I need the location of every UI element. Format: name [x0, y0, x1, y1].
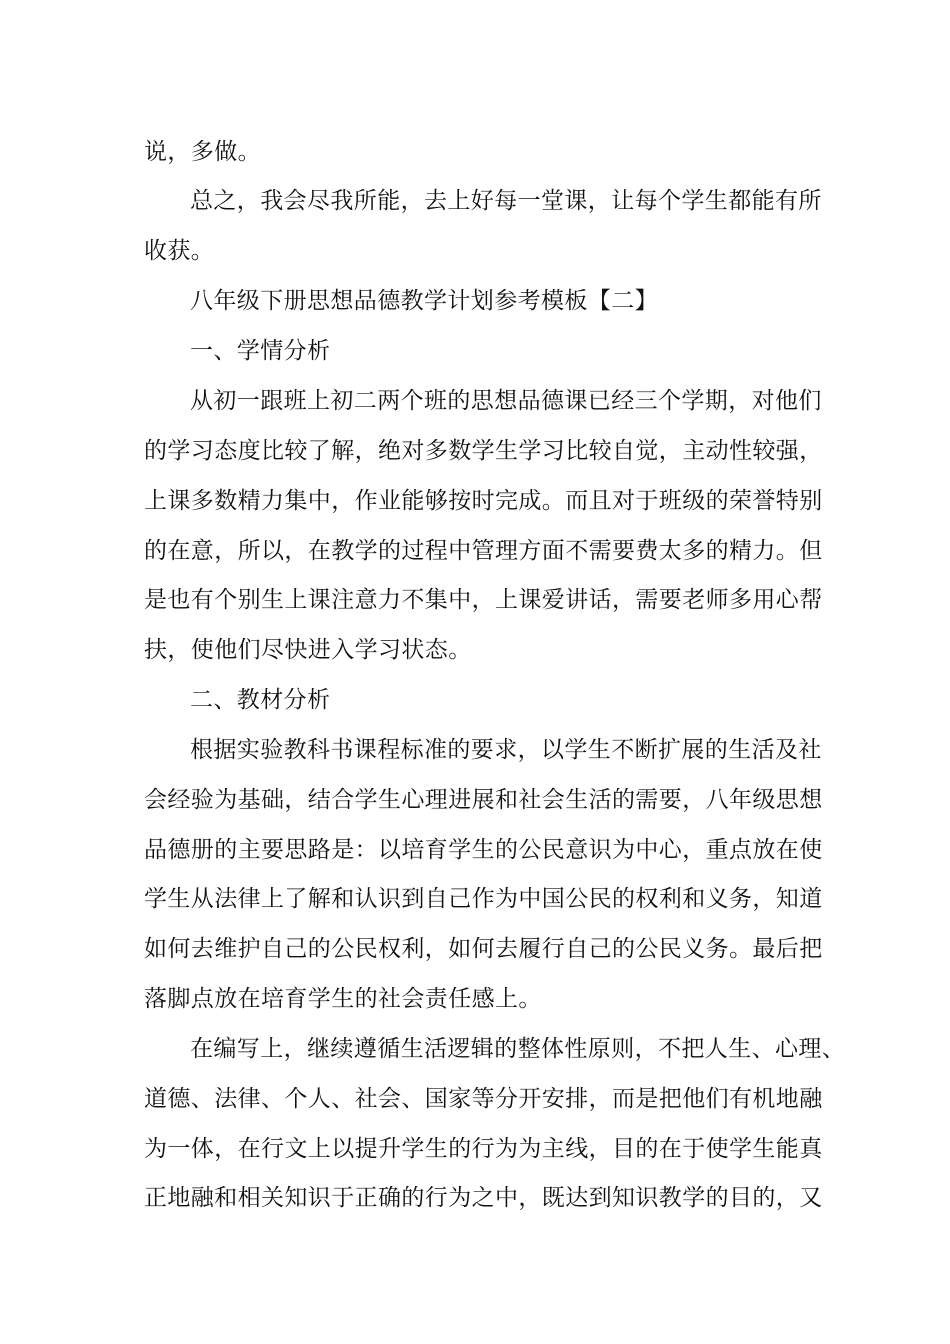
text-line: 在编写上，继续遵循生活逻辑的整体性原则，不把人生、心理、: [190, 1036, 846, 1062]
text-line: 落脚点放在培育学生的社会责任感上。: [144, 986, 542, 1012]
text-line: 为一体，在行文上以提升学生的行为为主线，目的在于使学生能真: [144, 1136, 823, 1162]
text-line: 的在意，所以，在教学的过程中管理方面不需要费太多的精力。但: [144, 538, 823, 564]
text-line: 会经验为基础，结合学生心理进展和社会生活的需要，八年级思想: [144, 787, 823, 813]
text-line: 的学习态度比较了解，绝对多数学生学习比较自觉，主动性较强，: [144, 438, 823, 464]
section-heading: 二、教材分析: [190, 687, 331, 713]
text-line: 根据实验教科书课程标准的要求，以学生不断扩展的生活及社: [190, 737, 822, 763]
text-line: 品德册的主要思路是：以培育学生的公民意识为中心，重点放在使: [144, 837, 823, 863]
text-line: 上课多数精力集中，作业能够按时完成。而且对于班级的荣誉特别: [144, 488, 823, 514]
section-heading: 一、学情分析: [190, 338, 331, 364]
text-line: 正地融和相关知识于正确的行为之中，既达到知识教学的目的，又: [144, 1185, 823, 1211]
text-line: 收获。: [144, 238, 215, 264]
text-line: 扶，使他们尽快进入学习状态。: [144, 637, 472, 663]
section-title: 八年级下册思想品德教学计划参考模板【二】: [190, 288, 658, 314]
text-line: 说，多做。: [144, 139, 261, 165]
text-line: 学生从法律上了解和认识到自己作为中国公民的权利和义务，知道: [144, 886, 823, 912]
text-line: 从初一跟班上初二两个班的思想品德课已经三个学期，对他们: [190, 388, 822, 414]
text-line: 道德、法律、个人、社会、国家等分开安排，而是把他们有机地融: [144, 1086, 823, 1112]
text-line: 总之，我会尽我所能，去上好每一堂课，让每个学生都能有所: [190, 188, 822, 214]
text-line: 如何去维护自己的公民权利，如何去履行自己的公民义务。最后把: [144, 936, 823, 962]
text-line: 是也有个别生上课注意力不集中，上课爱讲话，需要老师多用心帮: [144, 587, 823, 613]
